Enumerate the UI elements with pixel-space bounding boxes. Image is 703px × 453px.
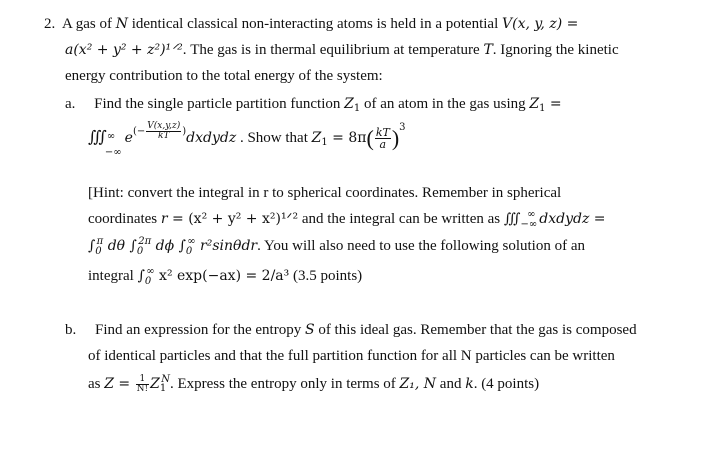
integral-x: ∫ (137, 268, 145, 284)
problem-number: 2. (44, 16, 56, 32)
hint-upper-limit: ∞ (527, 209, 536, 220)
intro-text-d: . Ignoring the kinetic (492, 42, 619, 58)
full-Z1-sub: 1 (159, 383, 167, 394)
frac-a: a (379, 138, 387, 152)
part-b-and: and (436, 376, 466, 392)
triple-integral-symbol: ∭ (88, 129, 107, 146)
full-Z1-sup: N (161, 374, 170, 385)
phi-lower: 0 (136, 246, 144, 257)
problem-intro-line3: energy contribution to the total energy of the system: (65, 68, 383, 84)
hint-r-expr: = (x² + y² + x²)¹ᐟ² (167, 211, 299, 227)
integral-phi: ∫ (129, 238, 137, 254)
part-a-line2: ∭ ∞ −∞ e(− $\frac{V(x,y,z)}{kT}$ )dxdydz . Show that $Z_1 = 8\pi$( $\frac{kT}{a}$ )$^3$ (88, 122, 406, 154)
part-a-line1 (65, 94, 562, 116)
hint-triple-integral: ∭ (503, 212, 521, 227)
hint-line3 (88, 236, 585, 258)
part-b-as: as (88, 376, 105, 392)
hint-line2 (88, 209, 606, 231)
exp-minus: − (136, 126, 146, 137)
hint-lower-limit: −∞ (520, 219, 538, 230)
hint-text: coordinates (88, 211, 161, 227)
hint-r: r (160, 211, 168, 227)
part-a-Z2: Z (529, 96, 540, 112)
intro-N: N (115, 16, 128, 32)
hint-text-b: and the integral can be written as (298, 211, 504, 227)
lower-limit: −∞ (104, 146, 122, 158)
part-a-Z-sub: 1 (353, 103, 361, 114)
part-a-Z2-sub: 1 (539, 103, 546, 114)
intro-T: T (483, 42, 493, 58)
integral-r: ∫ (178, 238, 186, 254)
frac-one: 1 (136, 375, 150, 385)
theta-lower: 0 (95, 246, 102, 257)
result-Z-sub: 1 (321, 137, 328, 148)
phi-upper: 2π (138, 236, 152, 247)
exp-e: e (124, 130, 133, 146)
integral-solution: x² exp(−ax) = 2/a³ (154, 268, 290, 284)
intro-text: A gas of (61, 16, 116, 32)
frac-N-factorial: N! (136, 384, 149, 395)
boltzmann-k: k (465, 376, 474, 392)
part-a-text: Find the single particle partition function (94, 96, 345, 112)
exp-denominator: kT (158, 131, 170, 141)
intro-potential-expr: a(x² + y² + z²)¹ᐟ² (65, 42, 183, 58)
entropy-vars: Z₁, N (399, 376, 437, 392)
entropy-S: S (304, 322, 315, 338)
part-a-eq: = (545, 96, 562, 112)
part-b-text-b: of this ideal gas. Remember that the gas is composed (314, 322, 637, 338)
exp-numerator: V(x,y,z) (147, 121, 181, 131)
frac-kT: kT (375, 126, 390, 140)
intro-text-c: . The gas is in thermal equilibrium at temperature (182, 42, 484, 58)
hint-text-d: integral (88, 268, 138, 284)
part-a-label: a. (65, 96, 76, 112)
result-Z: Z (311, 130, 322, 146)
part-b-line2: of identical particles and that the full partition function for all N particles can be written (88, 348, 615, 364)
full-Z-eq: = (113, 376, 135, 392)
hint-text-c: . You will also need to use the following solution of an (257, 238, 586, 254)
hint-dxdydz: dxdydz = (539, 211, 606, 227)
part-b-text: Find an expression for the entropy (95, 322, 305, 338)
problem-intro-line2 (65, 40, 619, 60)
intro-text-b: identical classical non-interacting atoms is held in a potential (127, 16, 502, 32)
dxdydz: dxdydz (186, 130, 237, 146)
intro-potential: V(x, y, z) = (502, 16, 579, 32)
full-Z1: Z (150, 376, 160, 392)
upper-limit: ∞ (106, 130, 116, 142)
cube-exponent: 3 (399, 122, 406, 133)
x-lower: 0 (144, 276, 152, 287)
part-b-text-c: . Express the entropy only in terms of (169, 376, 400, 392)
show-text: . Show that (236, 130, 312, 146)
hint-line1: [Hint: convert the integral in r to spherical coordinates. Remember in spherical (88, 185, 562, 201)
r-integrand: r²sinθdr (195, 238, 258, 254)
hint-line4 (88, 266, 362, 288)
part-a-Z: Z (344, 96, 354, 112)
part-b-label: b. (65, 322, 77, 338)
part-a-text-b: of an atom in the gas using (360, 96, 530, 112)
integral-theta: ∫ (88, 238, 96, 254)
eq-8pi: = 8π (327, 130, 367, 146)
theta-upper: π (96, 236, 104, 247)
part-b-line1 (65, 320, 637, 340)
r-upper: ∞ (187, 236, 196, 247)
part-b-line3 (88, 374, 539, 396)
part-a-points: (3.5 points) (289, 268, 363, 284)
part-b-points: . (4 points) (473, 376, 540, 392)
x-upper: ∞ (146, 266, 155, 277)
d-phi: dϕ (151, 238, 179, 254)
r-lower: 0 (185, 246, 193, 257)
d-theta: dθ (103, 238, 130, 254)
full-Z: Z (104, 376, 114, 392)
problem-intro-line1 (44, 14, 578, 34)
